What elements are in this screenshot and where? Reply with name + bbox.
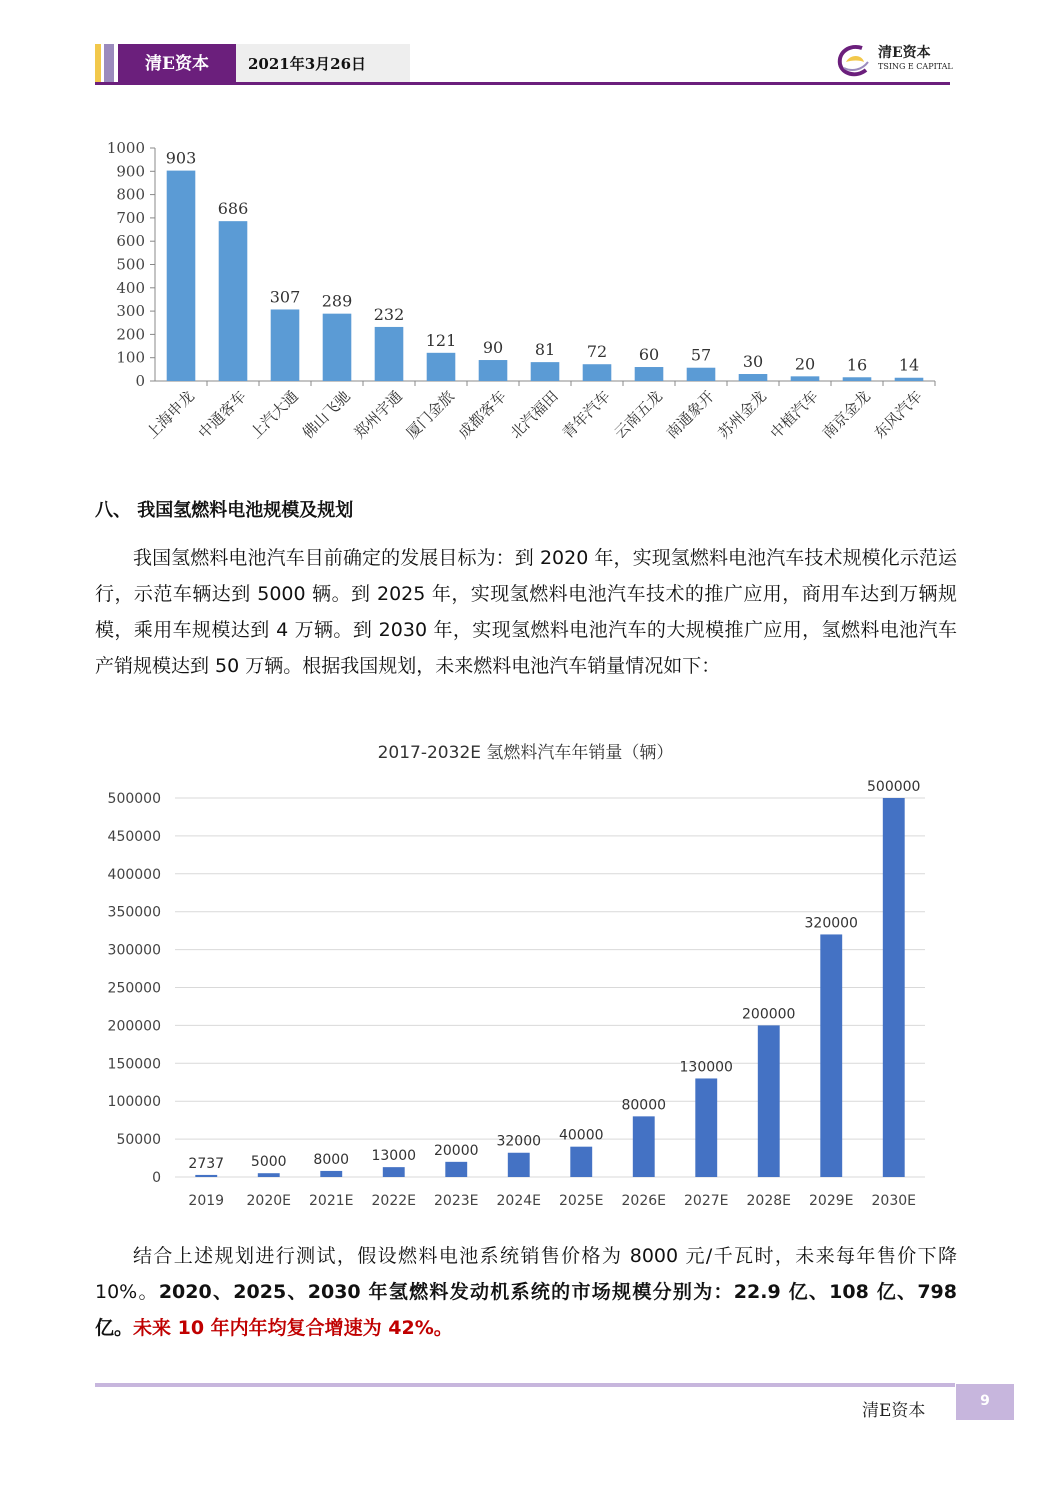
x-tick-label: 2024E <box>496 1193 541 1209</box>
bar <box>323 314 352 381</box>
bar <box>258 1173 280 1177</box>
data-label: 20000 <box>433 1142 479 1159</box>
bar <box>445 1162 467 1177</box>
y-tick-label: 900 <box>116 162 145 181</box>
bar <box>219 221 248 381</box>
header-accent-purple <box>104 44 114 84</box>
x-tick-label: 郑州宇通 <box>350 387 406 443</box>
header-divider <box>95 82 950 85</box>
paragraph-normal-text: 结合上述规划进行测试，假设燃料电池系统销售价格为 8000 元/千瓦时，未来每年售价下降 10%。 <box>95 1245 957 1303</box>
x-tick-label: 2030E <box>871 1193 916 1209</box>
header-brand: 清E资本 <box>118 44 236 84</box>
bar <box>427 353 456 381</box>
x-tick-label: 上海申龙 <box>142 387 198 443</box>
data-label: 121 <box>425 330 457 350</box>
bar <box>195 1175 217 1177</box>
y-tick-label: 100 <box>116 348 145 367</box>
bar <box>635 367 664 381</box>
y-tick-label: 500000 <box>107 791 161 807</box>
bar <box>895 378 924 381</box>
section-title: 八、 我国氢燃料电池规模及规划 <box>95 500 354 521</box>
x-tick-label: 2020E <box>246 1193 291 1209</box>
data-label: 16 <box>846 355 868 375</box>
y-tick-label: 100000 <box>107 1094 161 1111</box>
paragraph-plan: 我国氢燃料电池汽车目前确定的发展目标为：到 2020 年，实现氢燃料电池汽车技术规模化示范运行，示范车辆达到 5000 辆。到 2025 年，实现氢燃料电池汽车技术的推广应用，商用车达到万辆规模，乘用车规模达到 4 万辆。到 2030 年，实现氢燃料电池汽车的大规模推广应用，氢燃料电池汽车产销规模达到 50 万辆。根据我国规划，未来燃料电池汽车销量情况如下： <box>95 547 957 677</box>
data-label: 60 <box>638 345 660 365</box>
x-tick-label: 东风汽车 <box>870 387 926 443</box>
data-label: 320000 <box>804 915 858 932</box>
bar <box>883 798 905 1177</box>
x-tick-label: 南京金龙 <box>818 387 874 443</box>
bar <box>843 377 872 381</box>
data-label: 14 <box>898 355 920 375</box>
x-tick-label: 北汽福田 <box>506 387 562 443</box>
paragraph-highlight-text: 未来 10 年内年均复合增速为 42%。 <box>133 1317 453 1339</box>
bar <box>479 360 508 381</box>
x-tick-label: 2027E <box>684 1193 729 1209</box>
paragraph-bold-text: 2020、2025、2030 年氢燃料发动机系统的市场规模分别为：22.9 亿、108 亿、798 亿。 <box>95 1281 957 1339</box>
bar <box>167 171 196 381</box>
x-tick-label: 上汽大通 <box>246 387 302 443</box>
bar <box>739 374 768 381</box>
x-tick-label: 厦门金旅 <box>402 387 458 443</box>
x-tick-label: 佛山飞驰 <box>298 387 354 443</box>
x-tick-label: 2026E <box>621 1193 666 1209</box>
data-label: 5000 <box>250 1154 287 1171</box>
bar <box>508 1153 530 1177</box>
data-label: 289 <box>321 291 353 311</box>
y-tick-label: 700 <box>116 208 145 227</box>
y-tick-label: 200000 <box>107 1018 161 1035</box>
data-label: 130000 <box>679 1059 733 1076</box>
page-number: 9 <box>956 1384 1014 1420</box>
data-label: 200000 <box>742 1006 796 1023</box>
y-tick-label: 50000 <box>116 1132 161 1149</box>
bar <box>633 1116 655 1177</box>
bar <box>383 1167 405 1177</box>
y-tick-label: 300000 <box>107 942 161 959</box>
y-tick-label: 1000 <box>106 139 145 157</box>
bar <box>791 376 820 381</box>
x-tick-label: 2025E <box>559 1193 604 1209</box>
data-label: 500000 <box>867 780 921 795</box>
y-tick-label: 0 <box>152 1170 161 1186</box>
y-tick-label: 0 <box>135 372 145 390</box>
x-tick-label: 2029E <box>809 1193 854 1209</box>
bar <box>695 1078 717 1177</box>
footer-divider <box>95 1383 955 1387</box>
paragraph-market-size <box>95 1238 957 1346</box>
company-logo <box>832 40 952 80</box>
logo-text-cn: 清E资本 <box>878 45 931 61</box>
y-tick-label: 250000 <box>107 980 161 997</box>
bar <box>583 364 612 381</box>
bar <box>758 1025 780 1177</box>
data-label: 80000 <box>621 1097 667 1114</box>
data-label: 686 <box>217 199 249 219</box>
data-label: 40000 <box>558 1127 604 1144</box>
data-label: 72 <box>586 342 608 362</box>
bar <box>531 362 560 381</box>
footer-brand: 清E资本 <box>862 1401 926 1421</box>
data-label: 13000 <box>371 1148 417 1165</box>
logo-text-en: TSING E CAPITAL <box>878 62 953 71</box>
y-tick-label: 450000 <box>107 828 161 845</box>
data-label: 2737 <box>188 1155 225 1172</box>
data-label: 20 <box>794 354 816 374</box>
y-tick-label: 400000 <box>107 866 161 883</box>
bar <box>320 1171 342 1177</box>
x-tick-label: 2028E <box>746 1193 791 1209</box>
x-tick-label: 成都客车 <box>454 387 510 443</box>
chart-title: 2017-2032E 氢燃料汽车年销量（辆） <box>377 743 674 763</box>
data-label: 32000 <box>496 1133 542 1150</box>
x-tick-label: 苏州金龙 <box>714 387 770 443</box>
data-label: 90 <box>482 338 504 358</box>
data-label: 81 <box>534 340 556 360</box>
x-tick-label: 中通客车 <box>194 387 250 443</box>
header-date: 2021年3月26日 <box>236 44 410 84</box>
header-accent-yellow <box>95 44 101 84</box>
x-tick-label: 2019 <box>188 1193 225 1209</box>
y-tick-label: 300 <box>116 302 145 321</box>
y-tick-label: 500 <box>116 255 145 274</box>
x-tick-label: 云南五龙 <box>610 387 666 443</box>
data-label: 232 <box>373 304 405 324</box>
sales-forecast-bar-chart <box>95 780 935 1220</box>
x-tick-label: 中植汽车 <box>766 387 822 443</box>
y-tick-label: 350000 <box>107 904 161 921</box>
x-tick-label: 青年汽车 <box>558 387 614 443</box>
x-tick-label: 2021E <box>309 1193 354 1209</box>
logo-swirl-icon <box>832 40 876 80</box>
x-tick-label: 2023E <box>434 1193 479 1209</box>
x-tick-label: 南通象开 <box>662 387 718 443</box>
manufacturer-bar-chart <box>95 130 945 475</box>
y-tick-label: 200 <box>116 325 145 344</box>
data-label: 903 <box>165 148 197 168</box>
y-tick-label: 600 <box>116 232 145 251</box>
bar <box>271 309 300 381</box>
y-tick-label: 150000 <box>107 1056 161 1073</box>
data-label: 307 <box>269 287 301 307</box>
data-label: 30 <box>742 352 764 372</box>
bar <box>687 368 716 381</box>
bar <box>375 327 404 381</box>
x-tick-label: 2022E <box>371 1193 416 1209</box>
y-tick-label: 400 <box>116 278 145 297</box>
y-tick-label: 800 <box>116 185 145 204</box>
data-label: 57 <box>690 345 712 365</box>
data-label: 8000 <box>313 1151 350 1168</box>
bar <box>820 934 842 1177</box>
bar <box>570 1147 592 1177</box>
